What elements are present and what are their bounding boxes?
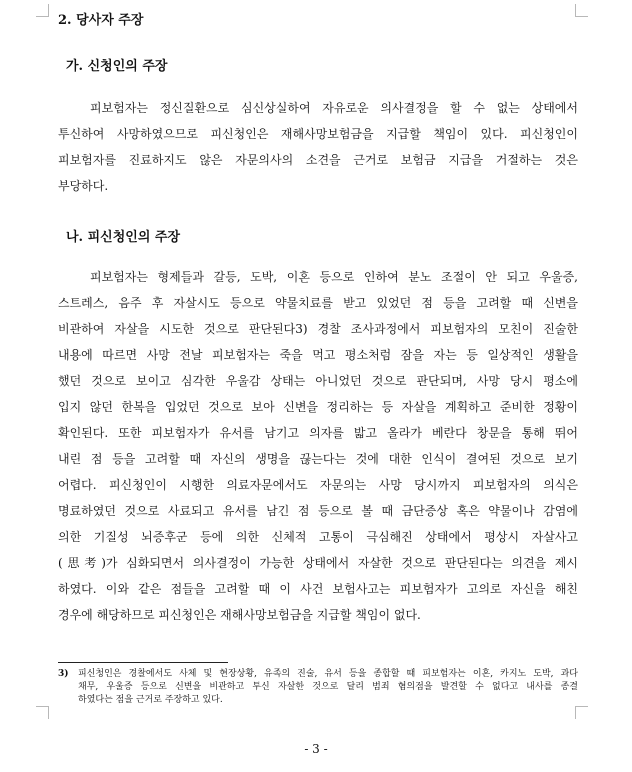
- paragraph-line: 내용에 따르면 사망 전날 피보험자는 죽을 먹고 평소처럼 잠을 자는 등 일상적인 생활을: [58, 348, 578, 362]
- footnote-line: 하였다는 점을 근거로 주장하고 있다.: [78, 695, 223, 705]
- footnote: [58, 668, 578, 707]
- paragraph-line: 하였다. 이와 같은 점들을 고려할 때 이 사건 보험사고는 피보험자가 고의로 자신을 해친: [58, 582, 578, 596]
- paragraph-line: 비관하여 자살을 시도한 것으로 판단된다3) 경찰 조사과정에서 피보험자의 모친이 진술한: [58, 322, 578, 336]
- crop-mark-top-left: [36, 4, 49, 17]
- page-number: - 3 -: [304, 742, 328, 756]
- section-heading: 2. 당사자 주장: [58, 13, 144, 28]
- paragraph-line: 피보험자는 형제들과 갈등, 도박, 이혼 등으로 인하여 분노 조절이 안 되고 우울증,: [90, 270, 578, 284]
- paragraph-line: 의한 기질성 뇌증후군 등에 의한 신체적 고통이 극심해진 상태에서 평상시 자살사고: [58, 530, 578, 544]
- crop-mark-bottom-left: [36, 706, 49, 719]
- respondent-heading: 나. 피신청인의 주장: [66, 230, 181, 245]
- paragraph-line: 투신하여 사망하였으므로 피신청인은 재해사망보험금을 지급할 책임이 있다. 피신청인이: [58, 127, 578, 141]
- footnote-body: [78, 668, 578, 707]
- paragraph-line: (思考)가 심화되면서 의사결정이 가능한 상태에서 자살한 것으로 판단된다는 의견을 제시: [58, 556, 578, 570]
- respondent-paragraph: [58, 264, 578, 628]
- paragraph-line: 했던 것으로 보이고 심각한 우울감 상태는 아니었던 것으로 판단되며, 사망 당시 평소에: [58, 374, 578, 388]
- claimant-paragraph: [58, 95, 578, 199]
- paragraph-line: 경우에 해당하므로 피신청인은 재해사망보험금을 지급할 책임이 없다.: [58, 608, 421, 622]
- footnote-separator: [58, 662, 228, 663]
- paragraph-line: 명료하였던 것으로 사료되고 유서를 남긴 점 등으로 볼 때 금단증상 혹은 약물이나 감염에: [58, 504, 578, 518]
- paragraph-line: 피보험자를 진료하지도 않은 자문의사의 소견을 근거로 보험금 지급을 거절하는 것은: [58, 153, 578, 167]
- footnote-line: 채무, 우울증 등으로 신변을 비관하고 투신 자살한 것으로 달리 범죄 혐의점을 발견할 수 없다고 내사를 종결: [78, 682, 578, 692]
- crop-mark-bottom-right: [575, 706, 588, 719]
- paragraph-line: 피보험자는 정신질환으로 심신상실하여 자유로운 의사결정을 할 수 없는 상태에서: [90, 101, 578, 115]
- footnote-number: 3): [58, 669, 69, 679]
- paragraph-line: 스트레스, 음주 후 자살시도 등으로 약물치료를 받고 있었던 점 등을 고려할 때 신변을: [58, 296, 578, 310]
- paragraph-line: 어렵다. 피신청인이 시행한 의료자문에서도 자문의는 사망 당시까지 피보험자의 의식은: [58, 478, 578, 492]
- paragraph-line: 내린 점 등을 고려할 때 자신의 생명을 끊는다는 것에 대한 인식이 결여된 것으로 보기: [58, 452, 578, 466]
- claimant-heading: 가. 신청인의 주장: [66, 59, 168, 74]
- crop-mark-top-right: [575, 4, 588, 17]
- footnote-line: 피신청인은 경찰에서도 사체 및 현장상황, 유족의 진술, 유서 등을 종합할 때 피보험자는 이혼, 카지노 도박, 과다: [78, 669, 578, 679]
- paragraph-line: 부당하다.: [58, 179, 109, 193]
- paragraph-line: 확인된다. 또한 피보험자가 유서를 남기고 의자를 밟고 올라가 베란다 창문을 통해 뛰어: [58, 426, 578, 440]
- paragraph-line: 입지 않던 한복을 입었던 것으로 보아 신변을 정리하는 등 자살을 계획하고 준비한 정황이: [58, 400, 578, 414]
